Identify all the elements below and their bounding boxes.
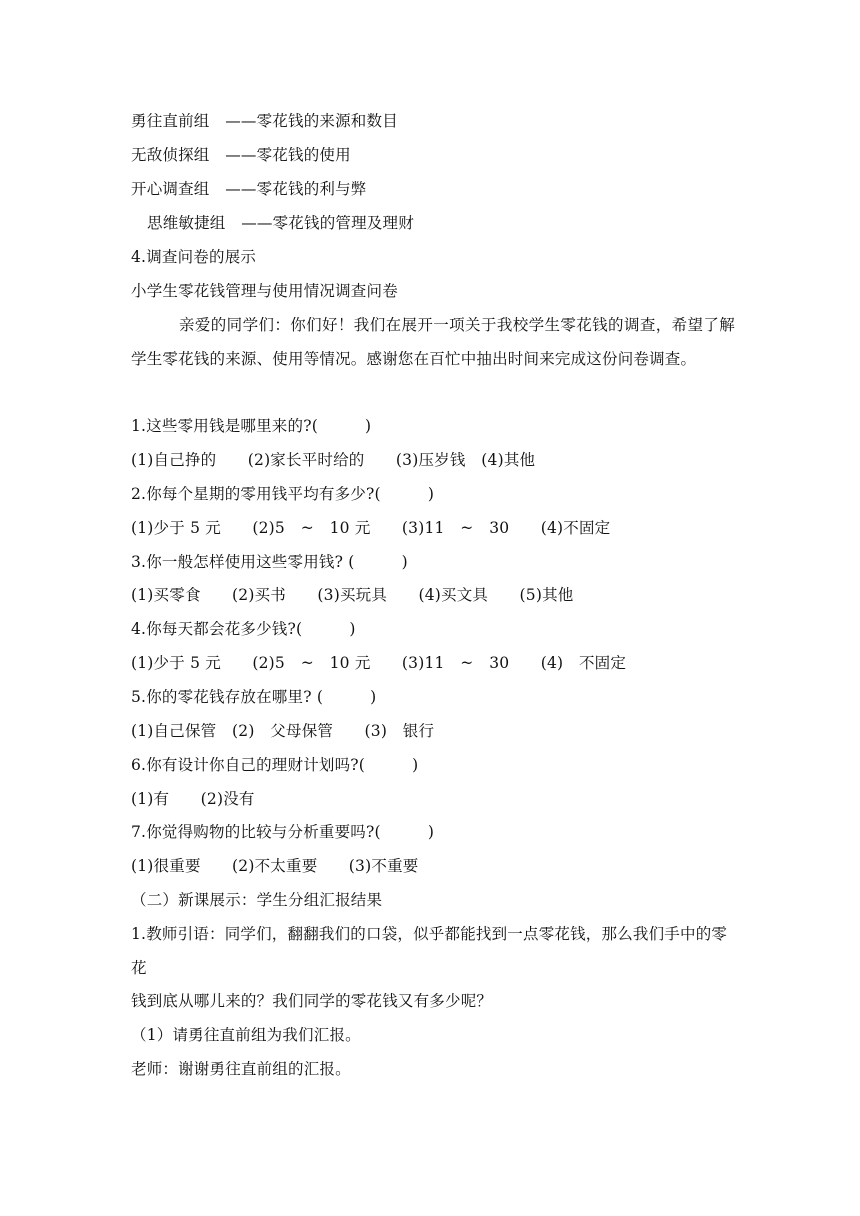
question-2-options: (1)少于 5 元 (2)5 ~ 10 元 (3)11 ~ 30 (4)不固定: [131, 519, 611, 537]
question-5: 5.你的零花钱存放在哪里? ( ): [131, 688, 377, 706]
question-7: 7.你觉得购物的比较与分析重要吗?( ): [131, 823, 435, 841]
question-6: 6.你有设计你自己的理财计划吗?( ): [131, 756, 419, 774]
report-request: （1）请勇往直前组为我们汇报。: [131, 1026, 361, 1044]
question-4-options: (1)少于 5 元 (2)5 ~ 10 元 (3)11 ~ 30 (4) 不固定: [131, 654, 627, 672]
question-1-options: (1)自己挣的 (2)家长平时给的 (3)压岁钱 (4)其他: [131, 451, 536, 469]
questionnaire-intro-paragraph: 亲爱的同学们：你们好！我们在展开一项关于我校学生零花钱的调查，希望了解学生零花钱的来源、使用等情况。感谢您在百忙中抽出时间来完成这份问卷调查。: [131, 316, 735, 368]
group-line-1: 勇往直前组 ——零花钱的来源和数目: [131, 112, 398, 130]
question-1: 1.这些零用钱是哪里来的?( ): [131, 417, 372, 435]
section-heading-questionnaire: 4.调查问卷的展示: [131, 248, 257, 266]
questionnaire-title: 小学生零花钱管理与使用情况调查问卷: [131, 282, 398, 300]
group-line-4: 思维敏捷组 ——零花钱的管理及理财: [147, 214, 414, 232]
question-2: 2.你每个星期的零用钱平均有多少?( ): [131, 485, 435, 503]
question-3: 3.你一般怎样使用这些零用钱? ( ): [131, 553, 408, 571]
question-5-options: (1)自己保管 (2) 父母保管 (3) 银行: [131, 722, 435, 740]
section-heading-new-lesson: （二）新课展示：学生分组汇报结果: [131, 891, 383, 909]
teacher-thanks: 老师：谢谢勇往直前组的汇报。: [131, 1060, 351, 1078]
question-6-options: (1)有 (2)没有: [131, 790, 255, 808]
group-line-3: 开心调查组 ——零花钱的利与弊: [131, 180, 367, 198]
question-4: 4.你每天都会花多少钱?( ): [131, 620, 356, 638]
question-7-options: (1)很重要 (2)不太重要 (3)不重要: [131, 857, 419, 875]
group-line-2: 无敌侦探组 ——零花钱的使用: [131, 146, 351, 164]
question-3-options: (1)买零食 (2)买书 (3)买玩具 (4)买文具 (5)其他: [131, 586, 574, 604]
teacher-intro-line-1: 1.教师引语：同学们，翻翻我们的口袋，似乎都能找到一点零花钱，那么我们手中的零花: [131, 925, 728, 977]
teacher-intro-line-2: 钱到底从哪儿来的？我们同学的零花钱又有多少呢？: [131, 992, 493, 1010]
